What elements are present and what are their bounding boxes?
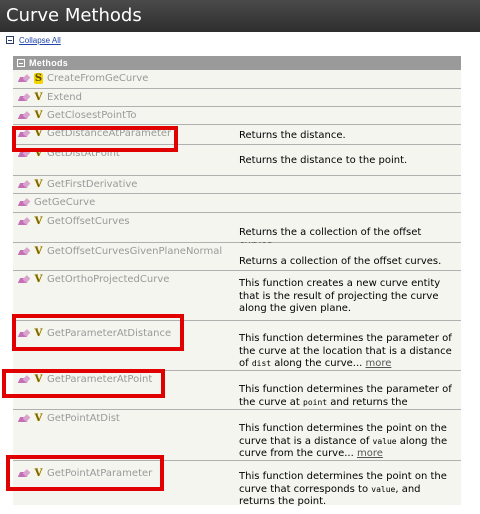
method-name[interactable]: CreateFromGeCurve bbox=[47, 73, 149, 84]
method-name[interactable]: GetFirstDerivative bbox=[47, 179, 138, 190]
method-name[interactable]: GetOrthoProjectedCurve bbox=[47, 274, 170, 285]
method-icon bbox=[18, 198, 32, 208]
method-icon bbox=[18, 375, 32, 385]
description-text: This function determines the parameter of the curve at bbox=[239, 384, 452, 408]
method-name[interactable]: GetClosestPointTo bbox=[47, 110, 137, 121]
method-row bbox=[13, 371, 461, 410]
collapse-all-link[interactable]: Collapse All bbox=[19, 35, 61, 45]
method-icon bbox=[18, 329, 32, 339]
method-name[interactable]: GetParameterAtPoint bbox=[47, 374, 153, 385]
method-icon bbox=[18, 217, 32, 227]
method-icon bbox=[18, 93, 32, 103]
method-icon bbox=[18, 247, 32, 257]
method-description: Returns the a collection of the offset bbox=[239, 227, 422, 238]
method-name[interactable]: GetGeCurve bbox=[34, 197, 96, 208]
virtual-badge-icon: V bbox=[34, 216, 43, 227]
parameter-code: point bbox=[303, 397, 328, 407]
method-icon bbox=[18, 149, 32, 159]
method-row bbox=[13, 410, 461, 461]
method-name-cell[interactable] bbox=[18, 148, 120, 159]
collapse-minus-icon[interactable] bbox=[17, 59, 25, 67]
method-name[interactable]: GetOffsetCurvesGivenPlaneNormal bbox=[47, 246, 223, 257]
virtual-badge-icon: V bbox=[34, 413, 43, 424]
method-name[interactable]: GetOffsetCurves bbox=[47, 216, 130, 227]
method-name[interactable]: Extend bbox=[47, 92, 82, 103]
virtual-badge-icon: V bbox=[34, 110, 43, 121]
method-name-cell[interactable] bbox=[18, 92, 82, 103]
method-name-cell[interactable] bbox=[18, 468, 152, 479]
virtual-badge-icon: V bbox=[34, 128, 43, 139]
virtual-badge-icon: V bbox=[34, 274, 43, 285]
method-row bbox=[13, 194, 461, 213]
virtual-badge-icon: V bbox=[34, 148, 43, 159]
method-row bbox=[13, 213, 461, 243]
method-name-cell[interactable] bbox=[18, 216, 130, 227]
method-name[interactable]: GetParameterAtDistance bbox=[47, 328, 172, 339]
method-icon bbox=[18, 180, 32, 190]
method-icon bbox=[18, 129, 32, 139]
method-description bbox=[239, 471, 459, 509]
method-name-cell[interactable] bbox=[18, 246, 222, 257]
method-name-cell[interactable] bbox=[18, 197, 95, 208]
method-row bbox=[13, 70, 461, 89]
method-name-cell[interactable] bbox=[18, 374, 152, 385]
description-text: along the curve... bbox=[271, 358, 363, 369]
parameter-code: value bbox=[372, 436, 397, 446]
method-icon bbox=[18, 275, 32, 285]
more-link[interactable]: more bbox=[365, 358, 392, 369]
method-description: Returns the distance to the point. bbox=[239, 155, 408, 166]
method-row bbox=[13, 243, 461, 271]
virtual-badge-icon: V bbox=[34, 179, 43, 190]
method-name[interactable]: GetDistAtPoint bbox=[47, 148, 120, 159]
virtual-badge-icon: V bbox=[34, 468, 43, 479]
section-title: Methods bbox=[29, 58, 69, 68]
more-link[interactable]: more bbox=[356, 448, 383, 459]
method-row bbox=[13, 461, 461, 505]
method-name-cell[interactable] bbox=[18, 128, 171, 139]
method-icon bbox=[18, 74, 32, 84]
method-name[interactable]: GetPointAtDist bbox=[47, 413, 120, 424]
collapse-all-control[interactable] bbox=[6, 34, 61, 46]
method-name-cell[interactable] bbox=[18, 328, 171, 339]
methods-section-header[interactable] bbox=[13, 56, 461, 70]
parameter-code: value bbox=[371, 484, 396, 494]
method-icon bbox=[18, 111, 32, 121]
description-text: This function determines the point on the curve that corresponds to bbox=[239, 471, 447, 495]
method-name-cell[interactable] bbox=[18, 73, 148, 84]
parameter-code: dist bbox=[251, 359, 272, 368]
method-name-cell[interactable] bbox=[18, 110, 137, 121]
method-icon bbox=[18, 469, 32, 479]
method-description: This function creates a new curve entity that is the result of projecting the curve along the given plane. bbox=[239, 278, 441, 314]
description-text: , and returns the point. bbox=[239, 483, 421, 507]
method-description bbox=[239, 333, 459, 371]
method-description: Returns a collection of the offset curves. bbox=[239, 256, 442, 267]
collapse-minus-icon[interactable] bbox=[6, 36, 14, 44]
virtual-badge-icon: V bbox=[34, 92, 43, 103]
method-name-cell[interactable] bbox=[18, 413, 120, 424]
method-row bbox=[13, 145, 461, 176]
virtual-badge-icon: V bbox=[34, 246, 43, 257]
page-title: Curve Methods bbox=[0, 0, 480, 32]
method-row bbox=[13, 271, 461, 321]
method-row bbox=[13, 125, 461, 145]
static-badge-icon: S bbox=[34, 73, 43, 84]
methods-section bbox=[13, 56, 461, 505]
description-text: This function determines the parameter of the curve at the location that is a distance of bbox=[239, 333, 452, 369]
description-text: and returns the bbox=[330, 396, 408, 408]
method-row bbox=[13, 107, 461, 125]
description-text: along the curve from the curve... bbox=[239, 435, 448, 459]
description-text: This function determines the point on the curve that is a distance of bbox=[239, 423, 447, 447]
method-name-cell[interactable] bbox=[18, 179, 137, 190]
method-row bbox=[13, 176, 461, 194]
virtual-badge-icon: V bbox=[34, 328, 43, 339]
method-row bbox=[13, 321, 461, 371]
method-icon bbox=[18, 414, 32, 424]
virtual-badge-icon: V bbox=[34, 374, 43, 385]
method-name-cell[interactable] bbox=[18, 274, 169, 285]
method-description bbox=[239, 423, 459, 461]
method-name[interactable]: GetPointAtParameter bbox=[47, 468, 153, 479]
method-name[interactable]: GetDistanceAtParameter bbox=[47, 128, 172, 139]
method-row bbox=[13, 89, 461, 107]
method-description: Returns the distance. bbox=[239, 130, 346, 141]
